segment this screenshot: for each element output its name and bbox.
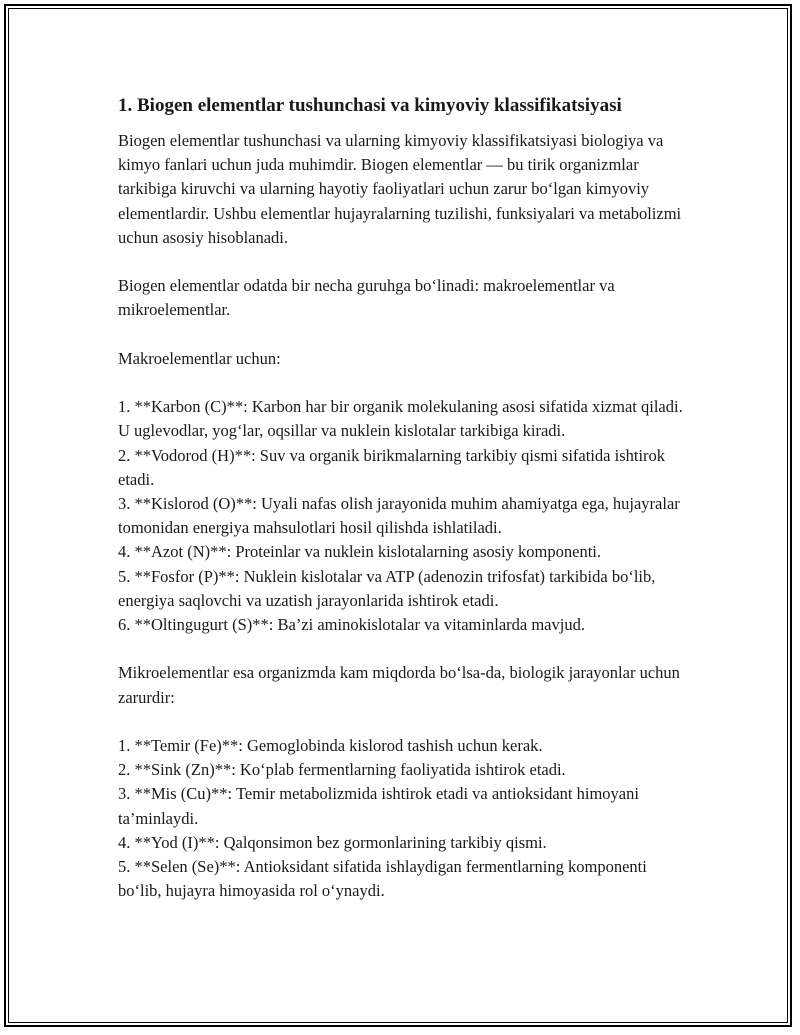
list-item-zinc: 2. **Sink (Zn)**: Ko‘plab fermentlarning faoliyatida ishtirok etadi. — [118, 760, 566, 780]
groups-paragraph: Biogen elementlar odatda bir necha guruhga bo‘linadi: makroelementlar va mikroelementlar. — [118, 276, 615, 320]
intro-paragraph: Biogen elementlar tushunchasi va ularning kimyoviy klassifikatsiyasi biologiya va kimyo fanlari uchun juda muhimdir. Biogen elementlar — bu tirik organizmlar tarkibiga kiruvchi va ularning hayotiy faoliyatlari uchun zarur bo‘lgan kimyoviy elementlardir. Ushbu elementlar hujayralarning tuzilishi, funksiyalari va metabolizmi uchun asosiy hisoblanadi. — [118, 131, 682, 247]
list-item-phosphorus: 5. **Fosfor (P)**: Nuklein kislotalar va ATP (adenozin trifosfat) tarkibida bo‘lib, energiya saqlovchi va uzatish jarayonlarida ishtirok etadi. — [118, 566, 656, 610]
paragraph-gap — [118, 637, 693, 661]
list-item-selenium: 5. **Selen (Se)**: Antioksidant sifatida ishlaydigan fermentlarning komponenti bo‘lib, hujayra himoyasida rol o‘ynaydi. — [118, 857, 647, 901]
list-item-iron: 1. **Temir (Fe)**: Gemoglobinda kislorod tashish uchun kerak. — [118, 736, 543, 755]
list-item-oxygen: 3. **Kislorod (O)**: Uyali nafas olish jarayonida muhim ahamiyatga ega, hujayralar tomonidan energiya mahsulotlari hosil qilishda ishlatiladi. — [118, 494, 680, 538]
paragraph-gap — [118, 250, 693, 274]
list-item-hydrogen: 2. **Vodorod (H)**: Suv va organik birikmalarning tarkibiy qismi sifatida ishtirok etadi. — [118, 445, 666, 489]
micro-intro: Mikroelementlar esa organizmda kam miqdorda bo‘lsa-da, biologik jarayonlar uchun zarurdir: — [118, 663, 680, 707]
microelement-list — [118, 734, 693, 903]
macroelement-list — [118, 395, 693, 637]
list-item-iodine: 4. **Yod (I)**: Qalqonsimon bez gormonlarining tarkibiy qismi. — [118, 832, 547, 852]
paragraph-gap — [118, 323, 693, 347]
list-item-nitrogen: 4. **Azot (N)**: Proteinlar va nuklein kislotalarning asosiy komponenti. — [118, 542, 602, 562]
paragraph-gap — [118, 371, 693, 395]
list-item-carbon: 1. **Karbon (C)**: Karbon har bir organik molekulaning asosi sifatida xizmat qiladi. U uglevodlar, yog‘lar, oqsillar va nuklein kislotalar tarkibiga kiradi. — [118, 397, 683, 441]
document-body — [118, 93, 693, 903]
list-item-sulfur: 6. **Oltingugurt (S)**: Ba’zi aminokislotalar va vitaminlarda mavjud. — [118, 615, 585, 635]
section-heading: 1. Biogen elementlar tushunchasi va kimyoviy klassifikatsiyasi — [118, 95, 622, 116]
paragraph-gap — [118, 710, 693, 734]
macro-intro: Makroelementlar uchun: — [118, 348, 281, 368]
list-item-copper: 3. **Mis (Cu)**: Temir metabolizmida ishtirok etadi va antioksidant himoyani ta’minlaydi. — [118, 784, 639, 828]
